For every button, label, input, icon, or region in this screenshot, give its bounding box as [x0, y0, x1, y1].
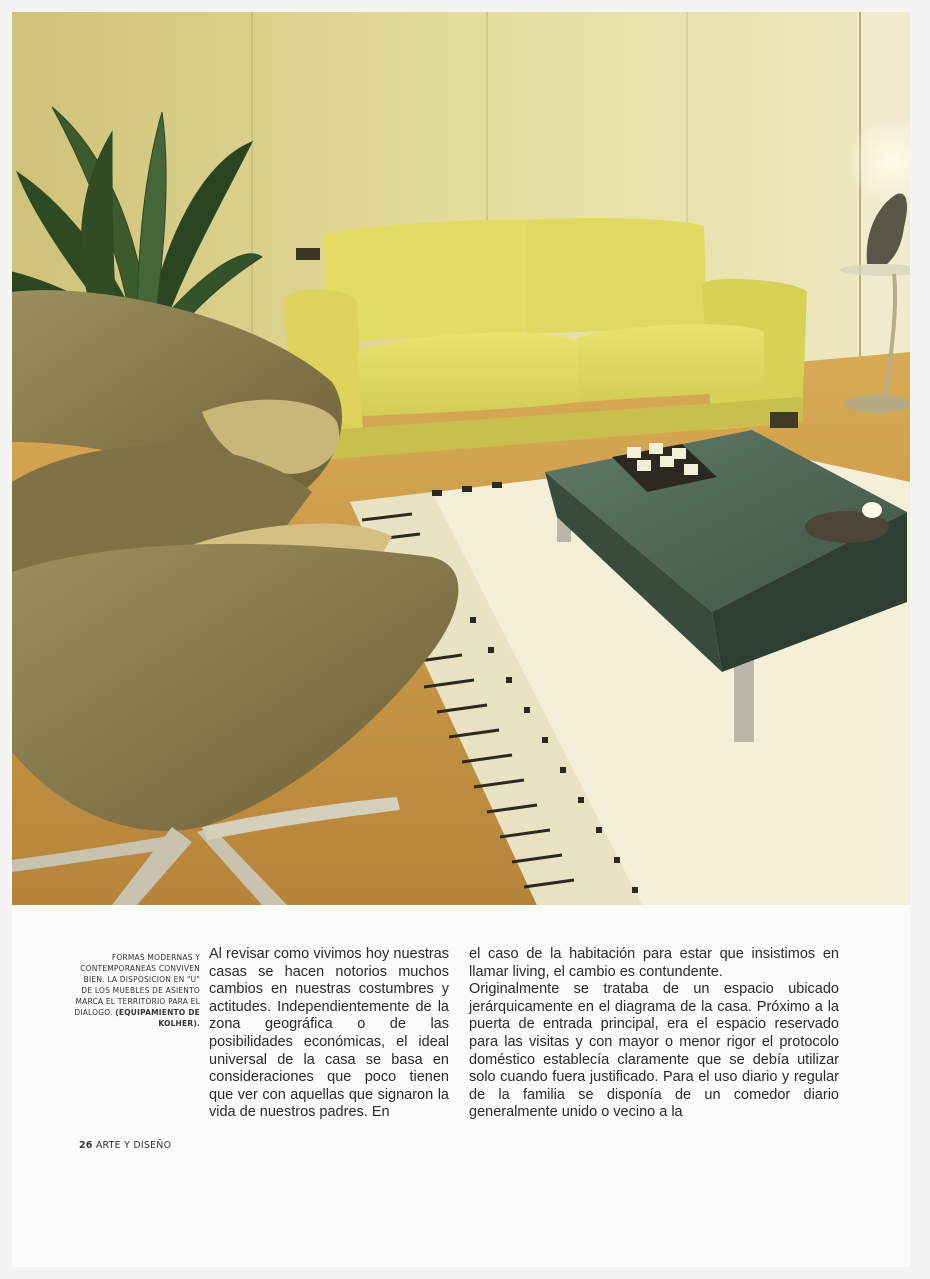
- article-paragraph: Al revisar como vivimos hoy nuestras casas se hacen notorios muchos cambios en nuestras costumbres y actitudes. Independientemente de la zona geográfica o de las posibilidades económicas, el ideal universal de la casa se basa en consideraciones que poco tienen que ver con aquellas que signaron la vida de nuestros padres. En: [209, 946, 449, 1121]
- article-paragraph: Originalmente se trataba de un espacio ubicado jerárquicamente en el diagrama de la casa. Próximo a la puerta de entrada principal, era el espacio reservado para las visitas y con mayor o menor rigor el protocolo doméstico establecía claramente que se debía utilizar solo cuando fuera justificado. Para el uso diario y regular de la familia se disponía de un comedor diario generalmente unido o vecino a la: [469, 981, 839, 1121]
- caption-text: FORMAS MODERNAS Y CONTEMPORANEAS CONVIVEN BIEN. LA DISPOSICION EN "U" DE LOS MUEBLES DE ASIENTO MARCA EL TERRITORIO PARA EL DIALOGO.: [74, 953, 200, 1017]
- caption-credit: (EQUIPAMIENTO DE KOLHER).: [115, 1008, 200, 1028]
- article-paragraph: el caso de la habitación para estar que insistimos en llamar living, el cambio es contundente.: [469, 946, 839, 980]
- photo-caption: [74, 952, 200, 1029]
- article-column-2: [469, 946, 839, 1122]
- page-footer: [79, 1140, 171, 1151]
- living-room-photo: [12, 12, 910, 905]
- page-number: 26: [79, 1140, 93, 1151]
- article-column-1: [209, 946, 449, 1122]
- publication-name: ARTE Y DISEÑO: [95, 1140, 172, 1151]
- magazine-page: [12, 12, 910, 1267]
